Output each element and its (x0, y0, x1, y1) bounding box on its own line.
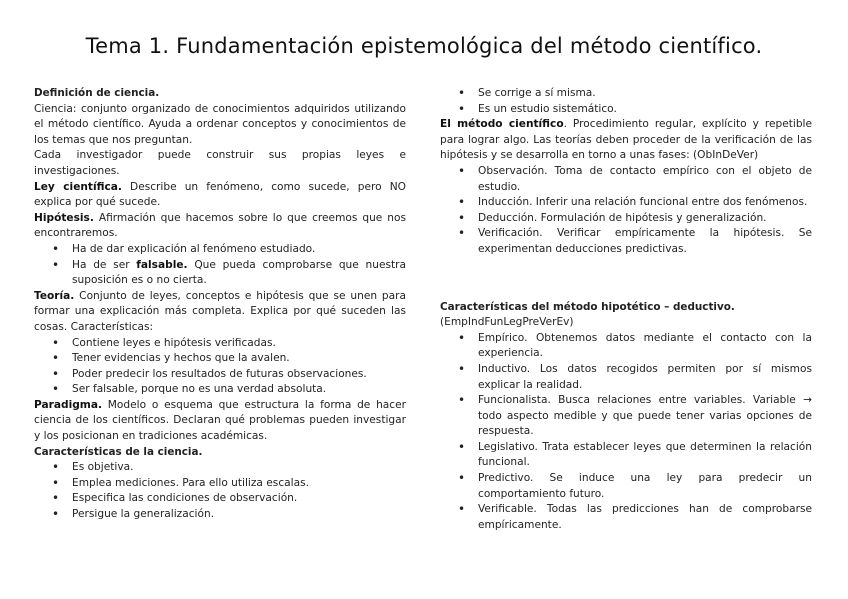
teoria-definition: Conjunto de leyes, conceptos e hipótesis que se unen para formar una explicación más completa. Explica por qué suceden las cosas. Características: (34, 289, 406, 333)
term-ley: Ley científica. (34, 180, 122, 193)
list-item: • Funcionalista. Busca relaciones entre variables. Variable → todo aspecto medible y que puede tener varias opciones de respuesta. (478, 393, 812, 440)
ley-definition: Describe un fenómeno, como sucede, pero NO explica por qué sucede. (34, 180, 406, 209)
list-item: • Inducción. Inferir una relación funcional entre dos fenómenos. (478, 195, 812, 211)
paragraph-paradigma (34, 398, 406, 445)
right-column (440, 86, 812, 533)
list-item: • Contiene leyes e hipótesis verificadas. (72, 336, 406, 352)
left-column (34, 86, 406, 523)
list-item-text: Que pueda comprobarse que nuestra suposición es o no cierta. (72, 258, 406, 287)
term-metodo: El método científico (440, 118, 564, 131)
term-teoria: Teoría. (34, 289, 75, 302)
hipotesis-definition: Afirmación que hacemos sobre lo que creemos que nos encontraremos. (34, 211, 406, 240)
list-item: • Emplea mediciones. Para ello utiliza escalas. (72, 476, 406, 492)
paragraph-investigador: Cada investigador puede construir sus propias leyes e investigaciones. (34, 149, 406, 177)
list-item: • Ser falsable, porque no es una verdad absoluta. (72, 382, 406, 398)
list-item: • Deducción. Formulación de hipótesis y generalización. (478, 211, 812, 227)
paragraph-teoria (34, 289, 406, 336)
list-item (72, 242, 406, 258)
hipotetico-list (440, 331, 812, 534)
paragraph-hipotesis (34, 211, 406, 242)
teoria-list (34, 336, 406, 398)
list-item: • Persigue la generalización. (72, 507, 406, 523)
paragraph-ley (34, 180, 406, 211)
hipotesis-list (34, 242, 406, 289)
list-item: • Especifica las condiciones de observación. (72, 491, 406, 507)
term-falsable: falsable. (136, 258, 188, 271)
list-item: • Predictivo. Se induce una ley para predecir un comportamiento futuro. (478, 471, 812, 502)
caracteristicas-list (34, 460, 406, 522)
list-item: • Empírico. Obtenemos datos mediante el contacto con la experiencia. (478, 331, 812, 362)
paragraph-metodo (440, 117, 812, 164)
list-item (72, 258, 406, 289)
list-item: • Legislativo. Trata establecer leyes que determinen la relación funcional. (478, 440, 812, 471)
list-item: • Verificable. Todas las predicciones han de comprobarse empíricamente. (478, 502, 812, 533)
list-item: • Inductivo. Los datos recogidos permiten por sí mismos explicar la realidad. (478, 362, 812, 393)
acronym-code: (EmpIndFunLegPreVerEv) (440, 316, 574, 329)
list-item: • Es objetiva. (72, 460, 406, 476)
term-paradigma: Paradigma. (34, 398, 103, 411)
fases-list (440, 164, 812, 258)
list-item: • Tener evidencias y hechos que la avalen. (72, 351, 406, 367)
list-item: • Observación. Toma de contacto empírico con el objeto de estudio. (478, 164, 812, 195)
spacer (440, 258, 812, 300)
section-heading-caracteristicas: Características de la ciencia. (34, 445, 203, 458)
section-heading-hipotetico-deductivo: Características del método hipotético – deductivo. (440, 300, 735, 313)
paragraph-ciencia: Ciencia: conjunto organizado de conocimientos adquiridos utilizando el método científico. Ayuda a ordenar conceptos y conocimientos de los temas que nos preguntan. (34, 102, 406, 146)
list-item: • Es un estudio sistemático. (478, 102, 812, 118)
paradigma-definition: Modelo o esquema que estructura la forma de hacer ciencia de los científicos. Declaran qué problemas pueden investigar y los posicionan en tradiciones académicas. (34, 398, 406, 443)
list-item: • Poder predecir los resultados de futuras observaciones. (72, 367, 406, 383)
page-title: Tema 1. Fundamentación epistemológica del método científico. (85, 34, 763, 58)
term-hipotesis: Hipótesis. (34, 211, 94, 224)
metodo-definition: . Procedimiento regular, explícito y repetible para lograr algo. Las teorías deben proceder de la verificación de las hipótesis y se desarrolla en torno a unas fases: (ObInDeVer) (440, 118, 813, 162)
continued-list (440, 86, 812, 117)
list-item: • Se corrige a sí misma. (478, 86, 812, 102)
list-item-text: Ha de dar explicación al fenómeno estudiado. (72, 242, 316, 255)
section-heading-definicion: Definición de ciencia. (34, 87, 160, 99)
list-item: • Verificación. Verificar empíricamente la hipótesis. Se experimentan deducciones predictivas. (478, 226, 812, 257)
list-item-text: Ha de ser (72, 258, 137, 271)
